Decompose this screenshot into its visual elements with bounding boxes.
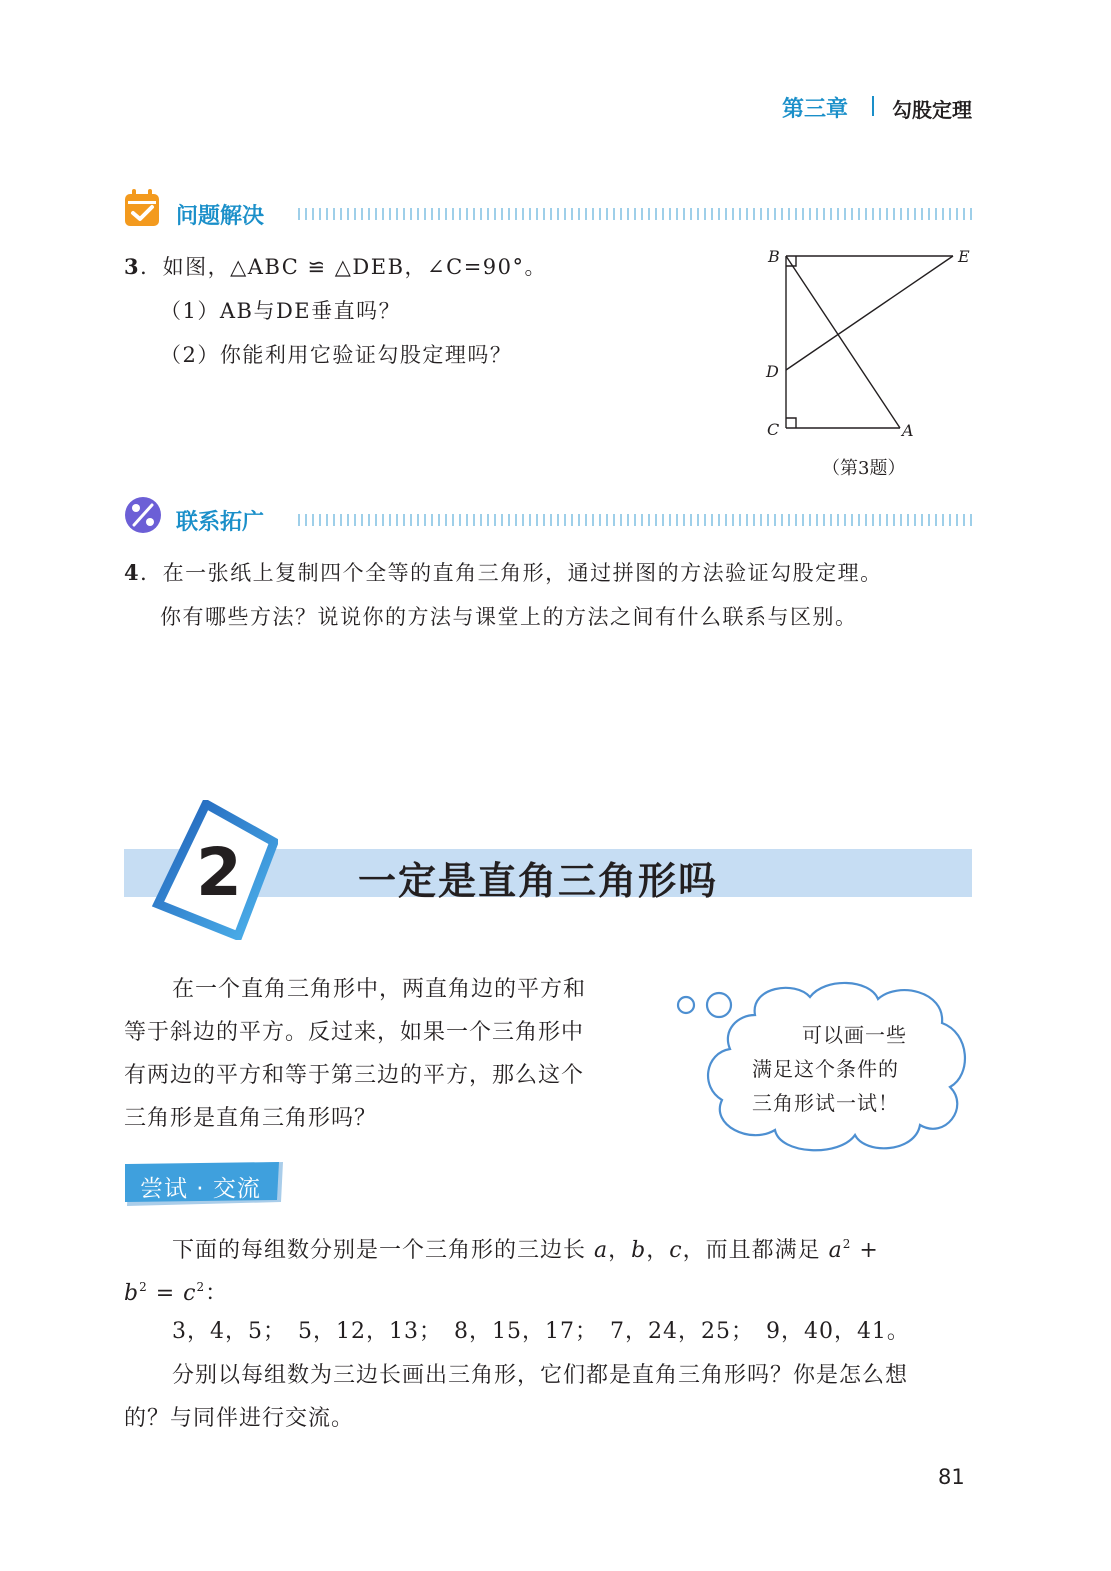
question-4: [124, 557, 883, 587]
chapter-label: 第三章: [782, 97, 849, 122]
lesson-title: 一定是直角三角形吗: [358, 859, 719, 903]
calendar-check-icon: [123, 188, 161, 228]
figure-caption: （第3题）: [822, 458, 906, 479]
triangle-figure: [758, 240, 988, 440]
question-stem: ．如图，△ABC ≌ △DEB，∠C=90°。: [140, 255, 548, 279]
right-angle-mark-c: [786, 418, 796, 428]
question-number: 4: [124, 560, 141, 585]
question-3-part-1: （1）AB与DE垂直吗？: [160, 299, 402, 323]
intro-line: 有两边的平方和等于第三边的平方，那么这个: [124, 1063, 585, 1088]
question-4-line-1: ．在一张纸上复制四个全等的直角三角形，通过拼图的方法验证勾股定理。: [140, 561, 883, 585]
section-divider: [298, 514, 974, 526]
header-divider: [872, 96, 874, 116]
activity-question-line-1: 分别以每组数为三边长画出三角形，它们都是直角三角形吗？你是怎么想: [172, 1363, 909, 1388]
vertex-label-a: A: [902, 421, 914, 440]
question-3: [124, 251, 547, 281]
intro-line: 三角形是直角三角形吗？: [124, 1106, 378, 1131]
question-number: 3: [124, 254, 141, 279]
palette-icon: [123, 495, 163, 535]
intro-line: 在一个直角三角形中，两直角边的平方和: [172, 977, 587, 1002]
page-number: 81: [938, 1465, 965, 1489]
lesson-number: 2: [196, 834, 242, 911]
vertex-label-c: C: [767, 420, 780, 439]
thought-cloud: [670, 975, 980, 1160]
vertex-label-d: D: [766, 362, 779, 381]
activity-line-1: 下面的每组数分别是一个三角形的三边长 a，b，c，而且都满足 $a^2$ +: [172, 1237, 879, 1263]
activity-line-2: $b^2 = c^2$：: [124, 1280, 229, 1306]
vertex-label-b: B: [768, 247, 780, 266]
cloud-line: 三角形试一试！: [752, 1091, 899, 1115]
intro-line: 等于斜边的平方。反过来，如果一个三角形中: [124, 1020, 585, 1045]
section-title-extension: 联系拓广: [176, 510, 265, 535]
cloud-line: 满足这个条件的: [752, 1057, 899, 1081]
chapter-title: 勾股定理: [892, 98, 972, 122]
section-divider: [298, 208, 974, 220]
section-title-problem-solving: 问题解决: [176, 204, 265, 229]
number-groups: 3，4，5； 5，12，13； 8，15，17； 7，24，25； 9，40，41。: [172, 1319, 910, 1344]
segment-ba: [786, 256, 900, 428]
question-3-part-2: （2）你能利用它验证勾股定理吗？: [160, 343, 513, 367]
question-4-line-2: 你有哪些方法？说说你的方法与课堂上的方法之间有什么联系与区别。: [160, 605, 858, 629]
intro-paragraph: [124, 968, 654, 1140]
try-discuss-tag: 尝试 · 交流: [140, 1176, 261, 1202]
segment-de: [786, 256, 953, 370]
activity-question-line-2: 的？与同伴进行交流。: [124, 1406, 355, 1431]
vertex-label-e: E: [958, 247, 970, 266]
cloud-line: 可以画一些: [802, 1023, 907, 1047]
